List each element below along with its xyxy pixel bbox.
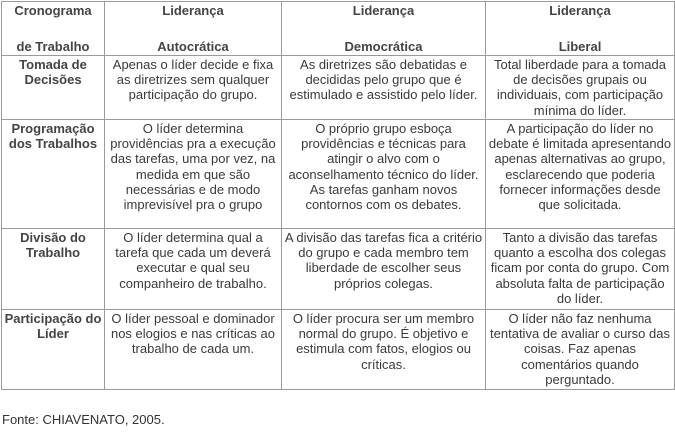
cell-liberal [486, 120, 675, 229]
cell-text: O líder determina providências pra a execução das tarefas, uma por vez, na medida em que são necessárias e de modo imprevisível pra o grupo [110, 121, 276, 213]
cell-text: O líder procura ser um membro normal do grupo. É objetivo e estimula com fatos, elogios ou críticas. [292, 311, 475, 372]
table-row [2, 310, 675, 390]
cell-text: A participação do líder no debate é limitada apresentando apenas alternativas ao grupo, esclarecendo que poderia fornecer informações desde que solicitada. [488, 121, 672, 213]
cell-text: O líder não faz nenhuma tentativa de avaliar o curso das coisas. Faz apenas comentários quando perguntado. [490, 311, 670, 387]
header-autocratica [105, 2, 282, 56]
header-cronograma-top: Cronograma [14, 3, 92, 18]
cell-autocratica [105, 56, 282, 120]
header-autocratica-bottom: Autocrática [157, 39, 229, 55]
cell-text: As diretrizes são debatidas e decididas pelo grupo que é estimulado e assistido pelo líder. [289, 57, 478, 103]
cell-autocratica [105, 229, 282, 310]
header-row [2, 2, 675, 56]
header-liberal-bottom: Liberal [558, 39, 602, 55]
source-citation: Fonte: CHIAVENATO, 2005. [2, 412, 165, 427]
table-row [2, 120, 675, 229]
row-label-participacao-do-lider [2, 310, 105, 390]
header-democratica-top: Liderança [352, 3, 415, 18]
row-label-tomada-de-decisoes [2, 56, 105, 120]
table-row [2, 229, 675, 310]
row-label-divisao-do-trabalho [2, 229, 105, 310]
cell-liberal [486, 56, 675, 120]
cell-autocratica [105, 120, 282, 229]
cell-democratica [282, 229, 486, 310]
header-liberal [486, 2, 675, 56]
header-democratica-bottom: Democrática [344, 39, 423, 55]
header-cronograma [2, 2, 105, 56]
cell-text: O líder pessoal e dominador nos elogios e nas críticas ao trabalho de cada um. [110, 311, 276, 357]
table-row [2, 56, 675, 120]
cell-autocratica [105, 310, 282, 390]
header-autocratica-top: Liderança [162, 3, 224, 18]
header-cronograma-bottom: de Trabalho [16, 39, 90, 55]
cell-liberal [486, 310, 675, 390]
row-label-text: Programação dos Trabalhos [8, 121, 98, 152]
cell-democratica [282, 310, 486, 390]
cell-text: Apenas o líder decide e fixa as diretrizes sem qualquer participação do grupo. [112, 57, 274, 103]
cell-text: Tanto a divisão das tarefas quanto a escolha dos colegas ficam por conta do grupo. Com absoluta falta de participação do líder. [490, 230, 670, 306]
cell-text: O próprio grupo esboça providências e técnicas para atingir o alvo com o aconselhamento técnico do líder. As tarefas ganham novos contornos com os debates. [288, 121, 479, 213]
cell-democratica [282, 120, 486, 229]
leadership-styles-table [1, 1, 675, 390]
header-liberal-top: Liderança [549, 3, 611, 18]
cell-text: A divisão das tarefas fica a critério do grupo e cada membro tem liberdade de escolher seus próprios colegas. [284, 230, 483, 291]
cell-text: Total liberdade para a tomada de decisões grupais ou individuais, com participação mínima do líder. [493, 57, 666, 118]
row-label-text: Divisão do Trabalho [20, 230, 86, 261]
row-label-text: Tomada de Decisões [19, 57, 87, 88]
row-label-programacao-dos-trabalhos [2, 120, 105, 229]
row-label-text: Participação do Líder [4, 311, 102, 342]
header-democratica [282, 2, 486, 56]
cell-democratica [282, 56, 486, 120]
cell-text: O líder determina qual a tarefa que cada um deverá executar e qual seu companheiro de trabalho. [115, 230, 271, 291]
cell-liberal [486, 229, 675, 310]
